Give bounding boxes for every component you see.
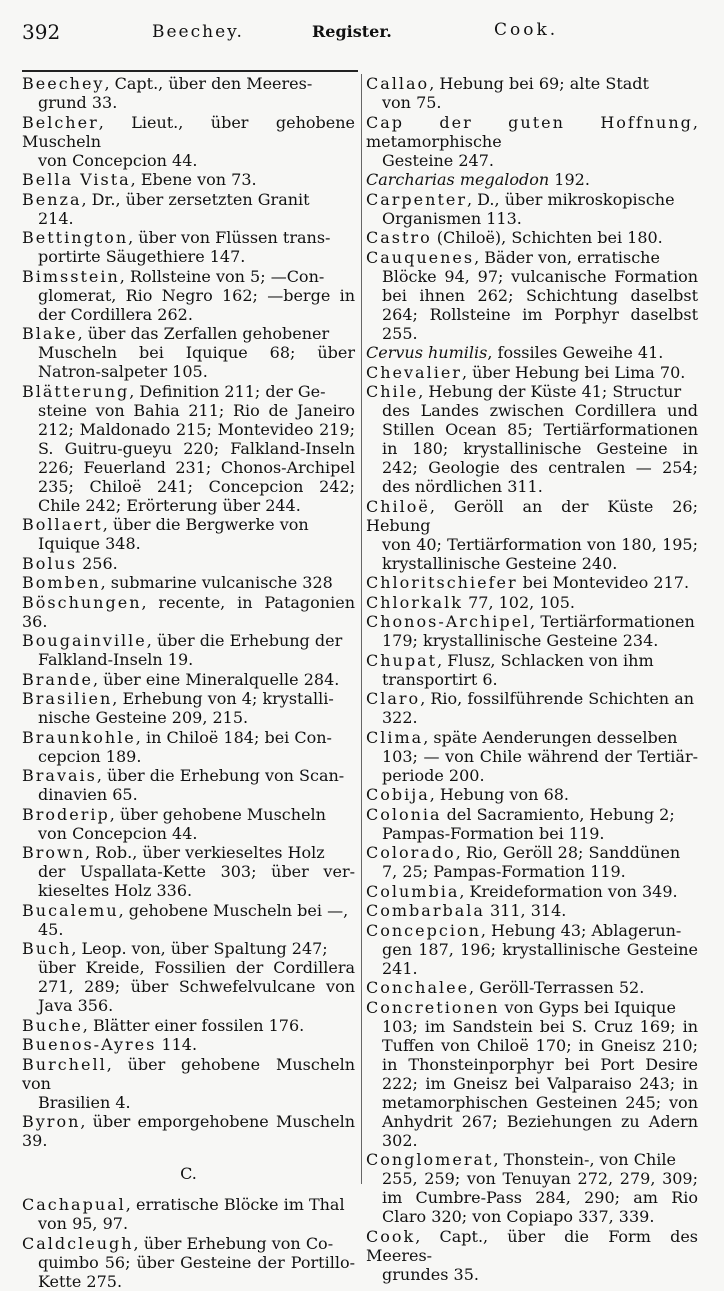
entry-headword: Cachapual	[22, 1195, 126, 1214]
entry-headword: Bougainville	[22, 631, 147, 650]
page-header	[22, 14, 706, 54]
running-head-left: Beechey.	[152, 22, 244, 42]
entry-headword: Brande	[22, 669, 93, 689]
entry-continuation: von Concepcion 44.	[38, 150, 198, 170]
entry-headword: Bravais	[22, 766, 97, 785]
entry-text: , über eine Mineralquelle 284.	[92, 669, 340, 689]
entry-text: , Thonstein-, von Chile	[493, 1150, 676, 1169]
entry-headword: Broderip	[22, 804, 110, 824]
index-entry	[366, 497, 698, 573]
index-entry	[22, 728, 355, 766]
entry-continuation: 7, 25; Pampas-Formation 119.	[382, 862, 626, 881]
index-entry	[22, 324, 355, 381]
entry-text: , D., über mikroskopische	[467, 189, 675, 209]
header-rule	[22, 70, 358, 72]
entry-continuation: gen 187, 196; krystallinische Gesteine 241.	[382, 939, 698, 978]
entry-text: , über gehobene Muscheln von	[22, 1054, 355, 1093]
index-entry	[366, 228, 698, 247]
entry-text: , Hebung 43; Ablagerun-	[480, 920, 682, 940]
entry-continuation: Pampas-Formation bei 119.	[382, 823, 605, 843]
entry-text: 256.	[77, 553, 118, 573]
index-entry	[22, 631, 355, 669]
entry-headword: Cauquenes	[366, 247, 475, 267]
entry-text: , recente, in Patagonien 36.	[22, 592, 355, 631]
index-entry	[366, 612, 698, 650]
index-entry	[22, 939, 355, 1015]
entry-headword: Cook	[366, 1226, 416, 1246]
entry-continuation: Iquique 348.	[38, 534, 141, 553]
entry-continuation: transportirt 6.	[382, 669, 498, 689]
index-entry	[22, 670, 355, 689]
index-entry	[366, 363, 698, 382]
entry-text: , Bäder von, erratische	[474, 247, 660, 267]
entry-headword: Cap der guten Hoffnung	[366, 112, 693, 132]
entry-headword: Caldcleugh	[22, 1233, 134, 1253]
entry-headword: Combarbala	[366, 901, 485, 920]
entry-continuation: 214.	[38, 208, 74, 228]
entry-text: , Erhebung von 4; krystalli-	[112, 689, 334, 708]
index-entry	[366, 651, 698, 689]
entry-text: , Capt., über die Form des Meeres-	[366, 1226, 698, 1265]
entry-text: (Chiloë), Schichten bei 180.	[431, 228, 663, 247]
entry-headword: Chile	[366, 382, 419, 401]
entry-headword: Bella Vista	[22, 170, 131, 189]
index-entry	[366, 382, 698, 496]
entry-headword: Conglomerat	[366, 1150, 494, 1169]
entry-text: , über emporgehobene Muscheln 39.	[22, 1112, 355, 1150]
index-entry	[22, 843, 355, 900]
entry-headword: Belcher	[22, 112, 99, 132]
entry-headword: Bimsstein	[22, 266, 120, 286]
index-entry	[22, 805, 355, 843]
entry-continuation: portirte Säugethiere 147.	[38, 247, 246, 266]
entry-headword: Carcharias megalodon	[366, 170, 550, 189]
entry-text: , Hebung der Küste 41; Structur	[418, 382, 682, 401]
index-entry	[22, 689, 355, 727]
entry-text: , Leop. von, über Spaltung 247;	[71, 939, 328, 958]
entry-headword: Clima	[366, 727, 424, 747]
entry-text: , Blätter einer fossilen 176.	[82, 1015, 305, 1035]
index-entry	[22, 554, 355, 573]
index-entry	[366, 805, 698, 843]
entry-continuation: 322.	[382, 708, 418, 727]
entry-text: , späte Aenderungen desselben	[423, 727, 678, 747]
entry-continuation: 255, 259; von Tenuyan 272, 279, 309; im Cumbre-Pass 284, 290; am Rio Claro 320; von Copiapo 337, 339.	[382, 1169, 698, 1226]
entry-text: , Rob., über verkieseltes Holz	[85, 843, 325, 862]
index-entry	[366, 1150, 698, 1226]
entry-text: , erratische Blöcke im Thal	[125, 1195, 345, 1214]
entry-continuation: steine von Bahia 211; Rio de Janeiro 212; Maldonado 215; Montevideo 219; S. Guitru-gueyu 220; Falkland-Inseln 226; Feuerland 231; Chonos-Archipel 235; Chiloë 241; Concepcion 242; Chile 242; Erörterung über 244.	[38, 400, 355, 515]
index-entry	[366, 1227, 698, 1284]
entry-headword: Brown	[22, 843, 86, 862]
entry-continuation: über Kreide, Fossilien der Cordillera 271, 289; über Schwefelvulcane von Java 356.	[38, 958, 355, 1015]
section-letter: C.	[180, 1164, 197, 1183]
entry-headword: Carpenter	[366, 189, 467, 209]
entry-headword: Concretionen	[366, 997, 500, 1017]
entry-text: , über Hebung bei Lima 70.	[461, 362, 686, 382]
entry-headword: Colorado	[366, 843, 456, 862]
entry-text: , über gehobene Muscheln	[109, 804, 326, 824]
entry-text: , metamorphische	[366, 112, 698, 151]
entry-headword: Concepcion	[366, 920, 481, 940]
index-entry	[366, 593, 698, 612]
entry-continuation: Organismen 113.	[382, 208, 522, 228]
entry-headword: Chiloë	[366, 496, 430, 516]
entry-headword: Byron	[22, 1112, 81, 1131]
left-column	[22, 74, 355, 1291]
index-entry	[366, 998, 698, 1150]
entry-headword: Buche	[22, 1015, 83, 1035]
index-entry	[366, 170, 698, 189]
entry-headword: Burchell	[22, 1054, 107, 1074]
right-column	[366, 74, 698, 1284]
index-entry	[366, 921, 698, 978]
entry-headword: Cobija	[366, 785, 430, 804]
entry-headword: Buenos-Ayres	[22, 1035, 157, 1054]
index-entry	[22, 593, 355, 631]
entry-text: , Rollsteine von 5; —Con-	[119, 266, 325, 286]
entry-text: , submarine vulcanische 328	[100, 573, 333, 592]
entry-continuation: der Uspallata-Kette 303; über ver-kieseltes Holz 336.	[38, 862, 355, 900]
entry-headword: Braunkohle	[22, 727, 136, 747]
running-head-right: Cook.	[494, 20, 559, 40]
index-entry	[22, 113, 355, 170]
entry-continuation: von 75.	[382, 93, 442, 112]
entry-text: , Rio, fossilführende Schichten an	[420, 689, 695, 708]
entry-continuation: Falkland-Inseln 19.	[38, 650, 194, 669]
entry-continuation: 45.	[38, 919, 64, 939]
entry-text: , Capt., über den Meeres-	[104, 74, 313, 93]
entry-text: , über die Erhebung der	[146, 631, 343, 650]
entry-text: , Flusz, Schlacken von ihm	[437, 650, 654, 670]
entry-text: bei Montevideo 217.	[517, 573, 690, 592]
page-number: 392	[22, 20, 61, 44]
entry-text: , in Chiloë 184; bei Con-	[135, 727, 332, 747]
entry-continuation: von Concepcion 44.	[38, 823, 198, 843]
entry-text: , Geröll an der Küste 26; Hebung	[366, 496, 698, 535]
entry-text: , Tertiärformationen	[530, 612, 695, 631]
index-entry	[22, 170, 355, 189]
entry-continuation: nische Gesteine 209, 215.	[38, 708, 249, 727]
index-entry	[22, 901, 355, 939]
entry-text: , Kreideformation von 349.	[459, 881, 678, 901]
entry-continuation: von 95, 97.	[38, 1214, 129, 1233]
index-entry	[22, 1035, 355, 1054]
entry-text: del Sacramiento, Hebung 2;	[441, 804, 675, 824]
entry-headword: Bettington	[22, 228, 129, 247]
entry-continuation: 103; im Sandstein bei S. Cruz 169; in Tuffen von Chiloë 170; in Gneisz 210; in Thonsteinporphyr bei Port Desire 222; im Gneisz bei Valparaiso 243; in metamorphischen Gesteinen 245; von Anhydrit 267; Beziehungen zu Adern 302.	[382, 1016, 698, 1150]
entry-headword: Chupat	[366, 650, 438, 670]
entry-headword: Conchalee	[366, 978, 470, 997]
entry-headword: Callao	[366, 74, 430, 93]
entry-headword: Chloritschiefer	[366, 573, 518, 592]
index-entry	[22, 382, 355, 515]
index-entry	[366, 901, 698, 920]
entry-continuation: Blöcke 94, 97; vulcanische Formation bei ihnen 262; Schichtung daselbst 264; Rollsteine im Porphyr daselbst 255.	[382, 266, 698, 343]
entry-text: 311, 314.	[484, 901, 567, 920]
entry-text: , fossiles Geweihe 41.	[487, 343, 664, 362]
entry-headword: Castro	[366, 228, 432, 247]
entry-continuation: Gesteine 247.	[382, 150, 494, 170]
entry-continuation: grund 33.	[38, 93, 118, 112]
entry-text: 192.	[549, 170, 590, 189]
entry-text: , gehobene Muscheln bei —,	[118, 900, 349, 920]
entry-continuation: glomerat, Rio Negro 162; —berge in der Cordillera 262.	[38, 285, 355, 324]
entry-headword: Buch	[22, 939, 72, 958]
index-entry	[366, 785, 698, 804]
entry-headword: Colonia	[366, 804, 442, 824]
entry-text: 114.	[156, 1035, 198, 1054]
index-entry	[22, 228, 355, 266]
running-head-center: Register.	[312, 22, 392, 41]
index-entry	[366, 248, 698, 343]
index-entry	[366, 882, 698, 901]
index-entry	[366, 74, 698, 112]
entry-continuation: 103; — von Chile während der Tertiär-periode 200.	[382, 746, 698, 785]
entry-headword: Chonos-Archipel	[366, 612, 531, 631]
entry-text: , Rio, Geröll 28; Sanddünen	[455, 843, 681, 862]
index-entry	[366, 343, 698, 362]
index-entry	[22, 573, 355, 592]
entry-text: , Hebung bei 69; alte Stadt	[429, 74, 649, 93]
index-entry	[366, 573, 698, 592]
entry-headword: Blätterung	[22, 381, 130, 401]
entry-headword: Beechey	[22, 74, 105, 93]
entry-headword: Chlorkalk	[366, 592, 463, 612]
index-entry	[366, 113, 698, 170]
index-entry	[22, 74, 355, 112]
entry-headword: Brasilien	[22, 689, 113, 708]
entry-headword: Chevalier	[366, 362, 462, 382]
entry-text: von Gyps bei Iquique	[499, 997, 676, 1017]
index-entry	[22, 1016, 355, 1035]
entry-headword: Benza	[22, 189, 82, 209]
entry-continuation: Brasilien 4.	[38, 1092, 131, 1112]
entry-headword: Bolus	[22, 553, 78, 573]
entry-continuation: quimbo 56; über Gesteine der Portillo-Kette 275.	[38, 1252, 355, 1291]
index-entry	[22, 267, 355, 324]
entry-text: , über die Erhebung von Scan-	[96, 766, 345, 785]
entry-headword: Bomben	[22, 573, 101, 592]
entry-continuation: dinavien 65.	[38, 785, 138, 804]
index-entry	[22, 515, 355, 553]
index-entry	[22, 1112, 355, 1150]
index-entry	[366, 190, 698, 228]
entry-text: , Ebene von 73.	[130, 170, 257, 189]
entry-text: , Geröll-Terrassen 52.	[469, 978, 645, 997]
entry-text: , über Erhebung von Co-	[133, 1233, 334, 1253]
entry-text: , über die Bergwerke von	[102, 515, 309, 534]
index-entry	[366, 728, 698, 785]
entry-headword: Böschungen	[22, 592, 142, 612]
entry-continuation: 179; krystallinische Gesteine 234.	[382, 631, 659, 650]
entry-continuation: Muscheln bei Iquique 68; über Natron-salpeter 105.	[38, 343, 355, 381]
entry-headword: Cervus humilis	[366, 343, 488, 362]
index-entry	[22, 1195, 355, 1233]
index-entry	[366, 689, 698, 727]
entry-headword: Bollaert	[22, 515, 103, 534]
entry-text: , Dr., über zersetzten Granit	[81, 189, 310, 209]
column-divider	[361, 74, 362, 1184]
index-entry	[22, 190, 355, 228]
entry-text: , Lieut., über gehobene Muscheln	[22, 112, 355, 151]
entry-text: 77, 102, 105.	[463, 592, 575, 612]
index-entry	[22, 1055, 355, 1112]
entry-headword: Bucalemu	[22, 900, 119, 920]
entry-headword: Claro	[366, 689, 421, 708]
entry-headword: Blake	[22, 324, 78, 343]
entry-continuation: grundes 35.	[382, 1264, 479, 1284]
index-entry	[366, 843, 698, 881]
entry-text: , über von Flüssen trans-	[128, 228, 331, 247]
entry-headword: Columbia	[366, 881, 460, 901]
index-entry	[22, 766, 355, 804]
index-entry	[366, 978, 698, 997]
entry-text: , Hebung von 68.	[429, 785, 570, 804]
entry-continuation: des Landes zwischen Cordillera und Stillen Ocean 85; Tertiärformationen in 180; krystallinische Gesteine in 242; Geologie des centralen — 254; des nördlichen 311.	[382, 401, 698, 496]
index-entry	[22, 1234, 355, 1291]
entry-text: , über das Zerfallen gehobener	[77, 324, 330, 343]
entry-text: , Definition 211; der Ge-	[129, 381, 326, 401]
entry-continuation: von 40; Tertiärformation von 180, 195; krystallinische Gesteine 240.	[382, 534, 698, 573]
entry-continuation: cepcion 189.	[38, 746, 142, 766]
